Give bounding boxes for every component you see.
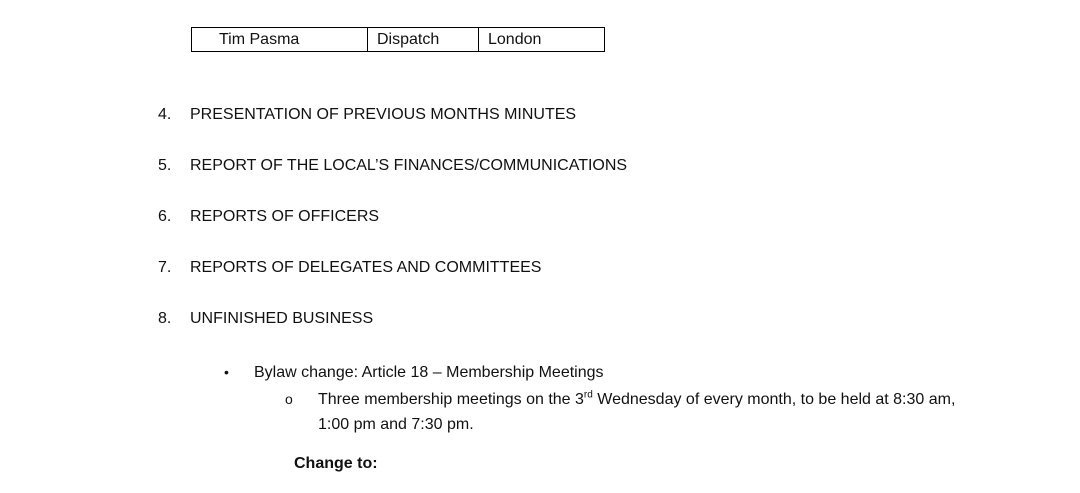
sub-bullet-text-end: Wednesday of every month, to be held at 8:30 am, 1:00 pm and 7:30 pm. — [318, 391, 956, 433]
agenda-item-8 — [158, 308, 373, 330]
sub-bullet-text-start: Three membership meetings on the 3 — [318, 391, 584, 408]
agenda-text: PRESENTATION OF PREVIOUS MONTHS MINUTES — [190, 106, 577, 123]
location-cell: London — [479, 28, 605, 52]
hollow-bullet-icon: o — [285, 391, 293, 407]
staff-table — [191, 27, 605, 52]
agenda-item-4 — [158, 104, 576, 126]
bullet-icon: • — [224, 364, 229, 380]
agenda-item-5 — [158, 155, 627, 177]
ordinal-superscript: rd — [583, 389, 593, 401]
agenda-item-6 — [158, 206, 379, 228]
agenda-number: 4. — [158, 106, 172, 123]
agenda-number: 8. — [158, 310, 172, 327]
meetings-sub-bullet — [285, 387, 965, 437]
agenda-number: 5. — [158, 157, 172, 174]
department-cell: Dispatch — [368, 28, 479, 52]
sub-bullet-text — [318, 387, 965, 437]
name-cell: Tim Pasma — [192, 28, 368, 52]
agenda-text: REPORTS OF OFFICERS — [190, 208, 380, 225]
agenda-text: REPORTS OF DELEGATES AND COMMITTEES — [190, 259, 542, 276]
agenda-text: REPORT OF THE LOCAL’S FINANCES/COMMUNICATIONS — [190, 157, 628, 174]
agenda-number: 6. — [158, 208, 172, 225]
change-to-heading: Change to: — [294, 455, 378, 472]
agenda-item-7 — [158, 257, 541, 279]
bylaw-bullet — [224, 361, 604, 384]
table-row — [192, 28, 605, 52]
agenda-number: 7. — [158, 259, 172, 276]
bullet-text: Bylaw change: Article 18 – Membership Meetings — [254, 364, 604, 381]
agenda-text: UNFINISHED BUSINESS — [190, 310, 374, 327]
